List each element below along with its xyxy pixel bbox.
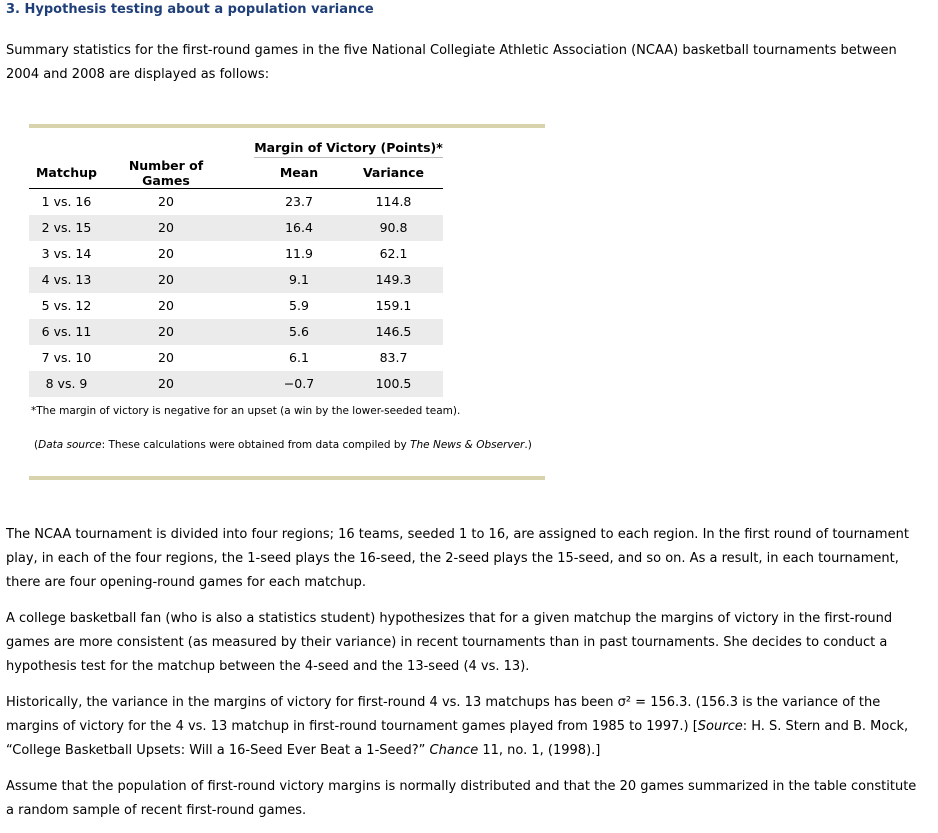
mean-cell: 6.1 xyxy=(289,350,309,365)
source-label: Source xyxy=(697,719,743,734)
table-row xyxy=(29,319,443,345)
paragraph-tournament-structure: The NCAA tournament is divided into four regions; 16 teams, seeded 1 to 16, are assigned to each region. In the first round of tournament play, in each of the four regions, the 1-seed plays the 16-seed, the 2-seed plays the 15-seed, and so on. As a result, in each tournament, there are four opening-round games for each matchup. xyxy=(6,527,909,590)
mean-cell: 5.9 xyxy=(289,298,309,313)
variance-column-header: Variance xyxy=(344,158,443,189)
games-cell: 20 xyxy=(158,194,174,209)
variance-cell: 159.1 xyxy=(375,298,412,313)
publication-name: The News & Observer xyxy=(410,439,525,451)
paragraph-historical-variance: Historically, the variance in the margins of victory for first-round 4 vs. 13 matchups has been σ² = 156.3. (156.3 is the variance of the margins of victory for the 4 vs. 13 matchup in first-round tournament games played from 1985 to 1997.) [Source: H. S. Stern and B. Mock, “College Basketball Upsets: Will a 16-Seed Ever Beat a 1-Seed?” Chance 11, no. 1, (1998).] xyxy=(6,695,909,758)
table-top-rule xyxy=(29,124,545,128)
mean-cell: 9.1 xyxy=(254,267,344,293)
table-row xyxy=(29,345,443,371)
mean-cell: 5.6 xyxy=(254,319,344,345)
summary-statistics-table xyxy=(29,131,443,397)
mean-cell: 16.4 xyxy=(254,215,344,241)
matchup-cell: 8 vs. 9 xyxy=(29,371,104,397)
games-cell: 20 xyxy=(104,215,228,241)
matchup-cell: 4 vs. 13 xyxy=(29,267,104,293)
margin-of-victory-group-header: Margin of Victory (Points)* xyxy=(254,131,443,158)
summary-table-container xyxy=(29,131,443,397)
matchup-cell: 6 vs. 11 xyxy=(29,319,104,345)
variance-cell: 100.5 xyxy=(344,371,443,397)
games-cell: 20 xyxy=(104,319,228,345)
matchup-cell: 3 vs. 14 xyxy=(41,246,92,261)
games-cell: 20 xyxy=(158,246,174,261)
variance-cell: 146.5 xyxy=(344,319,443,345)
data-source-note: (Data source: These calculations were obtained from data compiled by The News & Observer.) xyxy=(34,439,532,451)
matchup-cell: 5 vs. 12 xyxy=(41,298,92,313)
intro-paragraph: Summary statistics for the first-round games in the five National Collegiate Athletic Association (NCAA) basketball tournaments between 2004 and 2008 are displayed as follows: xyxy=(6,43,897,82)
mean-column-header: Mean xyxy=(254,158,344,189)
paragraph-assumptions: Assume that the population of first-round victory margins is normally distributed and that the 20 games summarized in the table constitute a random sample of recent first-round games. xyxy=(6,779,917,818)
mean-cell: −0.7 xyxy=(254,371,344,397)
variance-cell: 62.1 xyxy=(379,246,408,261)
table-row xyxy=(29,267,443,293)
table-row xyxy=(29,293,443,319)
table-bottom-rule xyxy=(29,476,545,480)
variance-cell: 114.8 xyxy=(375,194,412,209)
matchup-cell: 2 vs. 15 xyxy=(29,215,104,241)
games-column-header: Number of Games xyxy=(104,158,228,189)
variance-cell: 83.7 xyxy=(379,350,408,365)
matchup-cell: 7 vs. 10 xyxy=(41,350,92,365)
variance-cell: 90.8 xyxy=(344,215,443,241)
journal-name: Chance xyxy=(429,743,479,758)
matchup-cell: 1 vs. 16 xyxy=(41,194,92,209)
table-row xyxy=(29,188,443,215)
data-source-label: Data source xyxy=(38,439,102,451)
games-cell: 20 xyxy=(158,298,174,313)
variance-cell: 149.3 xyxy=(344,267,443,293)
mean-cell: 23.7 xyxy=(285,194,313,209)
paragraph-hypothesis: A college basketball fan (who is also a statistics student) hypothesizes that for a given matchup the margins of victory in the first-round games are more consistent (as measured by their variance) in recent tournaments than in past tournaments. She decides to conduct a hypothesis test for the matchup between the 4-seed and the 13-seed (4 vs. 13). xyxy=(6,611,893,674)
mean-cell: 11.9 xyxy=(285,246,313,261)
table-row xyxy=(29,241,443,267)
games-cell: 20 xyxy=(158,350,174,365)
table-row xyxy=(29,371,443,397)
table-footnote: *The margin of victory is negative for an upset (a win by the lower-seeded team). xyxy=(31,405,461,417)
question-title: 3. Hypothesis testing about a population variance xyxy=(6,2,374,17)
games-cell: 20 xyxy=(104,371,228,397)
matchup-column-header: Matchup xyxy=(29,158,104,189)
table-row xyxy=(29,215,443,241)
games-cell: 20 xyxy=(104,267,228,293)
